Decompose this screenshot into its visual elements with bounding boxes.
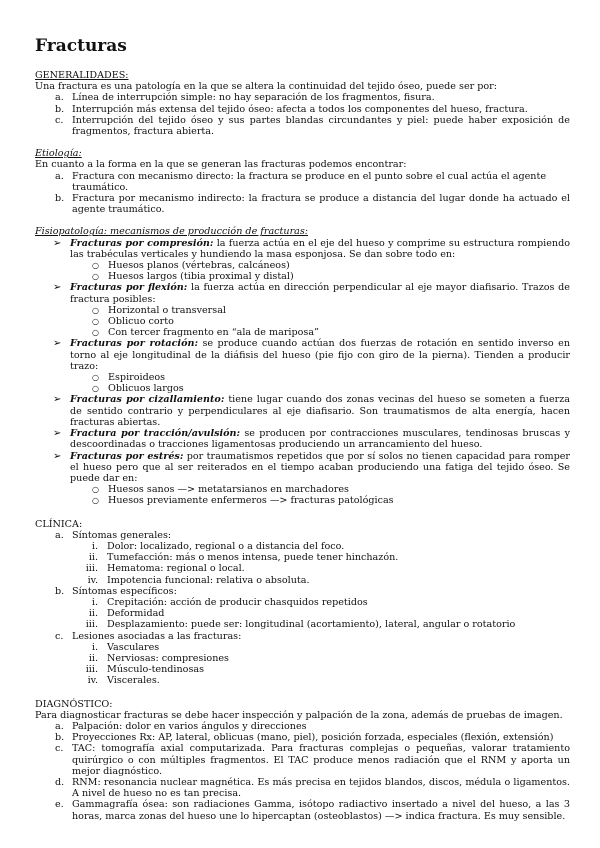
mechanism-text: se producen por contracciones musculares, tendinosas bruscas y descoordinadas o tracciones ligamentosas produciendo un arrancamiento del hueso. bbox=[70, 428, 570, 451]
section-etiologia bbox=[35, 148, 570, 215]
section-heading: DIAGNÓSTICO: bbox=[35, 698, 113, 710]
list-marker: iii. bbox=[85, 563, 98, 575]
list-item bbox=[35, 799, 570, 821]
sub-item bbox=[35, 619, 570, 630]
sub-item-text: Horizontal o transversal bbox=[108, 304, 226, 316]
list-marker: ii. bbox=[88, 652, 98, 664]
section-generalidades bbox=[35, 70, 570, 137]
list-item bbox=[35, 92, 570, 103]
list-item bbox=[35, 115, 570, 137]
list-item-text: Lesiones asociadas a las fracturas: bbox=[72, 630, 242, 642]
sub-item-text: Viscerales. bbox=[107, 675, 160, 687]
sub-item-text: Oblicuo corto bbox=[108, 316, 174, 328]
section-diagnostico bbox=[35, 699, 570, 822]
list-marker: a. bbox=[55, 529, 64, 541]
list-item-text: Síntomas específicos: bbox=[72, 585, 177, 597]
list-marker: c. bbox=[55, 743, 64, 755]
circle-bullet-icon: ○ bbox=[92, 272, 99, 282]
sub-item-text: Deformidad bbox=[107, 608, 165, 620]
sub-item-text: Crepitación: acción de producir chasquidos repetidos bbox=[107, 596, 368, 608]
list-marker: b. bbox=[55, 585, 65, 597]
mechanism-title: Fracturas por compresión: bbox=[70, 237, 214, 249]
sub-item bbox=[35, 383, 570, 394]
circle-bullet-icon: ○ bbox=[92, 317, 99, 327]
arrow-bullet-icon: ➢ bbox=[53, 428, 62, 440]
mechanism-item bbox=[35, 428, 570, 450]
sub-item bbox=[35, 563, 570, 574]
mechanism-item bbox=[35, 338, 570, 372]
list-item-text: Síntomas generales: bbox=[72, 529, 172, 541]
sub-item bbox=[35, 305, 570, 316]
mechanism-title: Fracturas por estrés: bbox=[70, 450, 184, 462]
list-item-text: Fractura con mecanismo directo: la fractura se produce en el punto sobre el cual actúa el agente traumático. bbox=[72, 170, 547, 193]
arrow-bullet-icon: ➢ bbox=[53, 394, 62, 406]
list-marker: e. bbox=[55, 799, 64, 811]
document-page bbox=[35, 36, 570, 822]
sub-item bbox=[35, 495, 570, 506]
sub-item-text: Dolor: localizado, regional o a distancia del foco. bbox=[107, 540, 345, 552]
list-item-text: RNM: resonancia nuclear magnética. Es más precisa en tejidos blandos, discos, médula o ligamentos. A nivel de hueso no es tan precisa. bbox=[72, 776, 570, 800]
mechanism-title: Fracturas por rotación: bbox=[70, 338, 198, 350]
mechanism-item bbox=[35, 451, 570, 485]
section-intro: En cuanto a la forma en la que se generan las fracturas podemos encontrar: bbox=[35, 159, 407, 171]
list-item-text: Gammagrafía ósea: son radiaciones Gamma, isótopo radiactivo insertado a nivel del hueso, a las 3 horas, marca zonas del hueso une lo hipercaptan (osteoblastos) —> indica fractura. Es muy sensible. bbox=[72, 799, 570, 822]
list-item bbox=[35, 171, 570, 193]
list-item bbox=[35, 530, 570, 541]
sub-item bbox=[35, 541, 570, 552]
list-item bbox=[35, 193, 570, 215]
mechanism-text: la fuerza actúa en el eje del hueso y comprime su estructura rompiendo las trabéculas verticales y hundiendo la masa esponjosa. Se dan sobre todo en: bbox=[70, 237, 570, 260]
mechanism-item bbox=[35, 394, 570, 428]
sub-item bbox=[35, 372, 570, 383]
list-item-text: Interrupción del tejido óseo y sus partes blandas circundantes y piel: puede haber exposición de fragmentos, fractura abierta. bbox=[72, 114, 570, 138]
list-marker: iii. bbox=[85, 664, 98, 676]
circle-bullet-icon: ○ bbox=[92, 373, 99, 383]
list-item-text: Proyecciones Rx: AP, lateral, oblicuas (mano, piel), posición forzada, especiales (flexión, extensión) bbox=[72, 732, 554, 744]
mechanism-item bbox=[35, 238, 570, 260]
arrow-bullet-icon: ➢ bbox=[53, 338, 62, 350]
sub-item-text: Impotencia funcional: relativa o absoluta. bbox=[107, 574, 310, 586]
sub-item-text: Huesos sanos —> metatarsianos en marchadores bbox=[108, 484, 349, 496]
sub-item-text: Músculo-tendinosas bbox=[107, 664, 205, 676]
section-fisiopatologia bbox=[35, 226, 570, 506]
list-item-text: Palpación: dolor en varios ángulos y direcciones bbox=[72, 720, 307, 732]
mechanism-text: por traumatismos repetidos que por sí solos no tienen capacidad para romper el hueso pero que al ser reiterados en el tiempo acaban produciendo una fatiga del tejido óseo. Se puede dar en: bbox=[70, 450, 570, 484]
page-title: Fracturas bbox=[35, 36, 127, 56]
list-item bbox=[35, 732, 570, 743]
section-heading: GENERALIDADES: bbox=[35, 70, 129, 81]
sub-item bbox=[35, 653, 570, 664]
list-item-text: TAC: tomografía axial computarizada. Para fracturas complejas o pequeñas, valorar tratamiento quirúrgico o con múltiples fragmentos. El TAC produce menos radiación que el RNM y aporta un mejor diagnóstico. bbox=[72, 743, 570, 777]
mechanism-title: Fracturas por cizallamiento: bbox=[70, 394, 225, 406]
sub-item bbox=[35, 664, 570, 675]
list-marker: c. bbox=[55, 630, 64, 642]
list-item bbox=[35, 777, 570, 799]
circle-bullet-icon: ○ bbox=[92, 328, 99, 338]
sub-item-text: Hematoma: regional o local. bbox=[107, 563, 245, 575]
sub-item bbox=[35, 260, 570, 271]
list-item-text: Línea de interrupción simple: no hay separación de los fragmentos, fisura. bbox=[72, 92, 435, 104]
section-heading: CLÍNICA: bbox=[35, 518, 83, 530]
circle-bullet-icon: ○ bbox=[92, 485, 99, 495]
sub-item bbox=[35, 552, 570, 563]
mechanism-title: Fracturas por flexión: bbox=[70, 282, 188, 294]
list-item-text: Fractura por mecanismo indirecto: la fractura se produce a distancia del lugar donde ha actuado el agente traumático. bbox=[72, 193, 570, 216]
circle-bullet-icon: ○ bbox=[92, 261, 99, 271]
list-item bbox=[35, 586, 570, 597]
list-marker: a. bbox=[55, 170, 64, 182]
sub-item-text: Espiroideos bbox=[108, 372, 166, 384]
arrow-bullet-icon: ➢ bbox=[53, 282, 62, 294]
sub-item bbox=[35, 575, 570, 586]
sub-item-text: Huesos planos (vértebras, calcáneos) bbox=[108, 260, 290, 272]
mechanism-text: la fuerza actúa en dirección perpendicular al eje mayor diafisario. Trazos de fractura posibles: bbox=[70, 282, 570, 305]
list-marker: iii. bbox=[85, 619, 98, 631]
mechanism-text: se produce cuando actúan dos fuerzas de rotación en sentido inverso en torno al eje longitudinal de la diáfisis del hueso (pie fijo con giro de la pierna). Tienden a producir trazo: bbox=[70, 338, 570, 372]
sub-item bbox=[35, 271, 570, 282]
section-intro: Una fractura es una patología en la que se altera la continuidad del tejido óseo, puede ser por: bbox=[35, 81, 497, 93]
list-item bbox=[35, 104, 570, 115]
list-marker: ii. bbox=[88, 552, 98, 564]
list-item bbox=[35, 721, 570, 732]
section-intro: Para diagnosticar fracturas se debe hacer inspección y palpación de la zona, además de pruebas de imagen. bbox=[35, 709, 563, 721]
sub-item-text: Vasculares bbox=[107, 641, 160, 653]
list-item bbox=[35, 631, 570, 642]
list-item bbox=[35, 743, 570, 777]
list-marker: i. bbox=[91, 641, 98, 653]
circle-bullet-icon: ○ bbox=[92, 384, 99, 394]
mechanism-item bbox=[35, 282, 570, 304]
list-marker: a. bbox=[55, 720, 64, 732]
mechanism-text: tiene lugar cuando dos zonas vecinas del hueso se someten a fuerza de sentido contrario y perpendiculares al eje diafisario. Son traumatismos de alta energía, hacen fracturas abiertas. bbox=[70, 394, 570, 428]
list-marker: iv. bbox=[87, 574, 98, 586]
sub-item-text: Huesos largos (tibia proximal y distal) bbox=[108, 271, 294, 283]
arrow-bullet-icon: ➢ bbox=[53, 237, 62, 249]
sub-item bbox=[35, 484, 570, 495]
list-marker: b. bbox=[55, 103, 65, 115]
sub-item-text: Con tercer fragmento en “ala de mariposa” bbox=[108, 327, 319, 339]
sub-item-text: Oblicuos largos bbox=[108, 383, 184, 395]
list-marker: i. bbox=[91, 540, 98, 552]
list-marker: c. bbox=[55, 114, 64, 126]
arrow-bullet-icon: ➢ bbox=[53, 450, 62, 462]
section-heading: Fisiopatología: mecanismos de producción de fracturas: bbox=[35, 226, 309, 238]
list-marker: i. bbox=[91, 596, 98, 608]
sub-item bbox=[35, 316, 570, 327]
sub-item bbox=[35, 597, 570, 608]
circle-bullet-icon: ○ bbox=[92, 305, 99, 315]
circle-bullet-icon: ○ bbox=[92, 496, 99, 506]
list-marker: a. bbox=[55, 92, 64, 104]
sub-item-text: Tumefacción: más o menos intensa, puede tener hinchazón. bbox=[107, 552, 399, 564]
sub-item bbox=[35, 675, 570, 686]
list-marker: iv. bbox=[87, 675, 98, 687]
list-item-text: Interrupción más extensa del tejido óseo: afecta a todos los componentes del hueso, fractura. bbox=[72, 103, 528, 115]
sub-item bbox=[35, 642, 570, 653]
list-marker: b. bbox=[55, 193, 65, 205]
list-marker: d. bbox=[55, 776, 65, 788]
mechanism-title: Fractura por tracción/avulsión: bbox=[70, 428, 241, 440]
sub-item bbox=[35, 327, 570, 338]
sub-item bbox=[35, 608, 570, 619]
list-marker: b. bbox=[55, 732, 65, 744]
sub-item-text: Nerviosas: compresiones bbox=[107, 652, 229, 664]
list-marker: ii. bbox=[88, 608, 98, 620]
sub-item-text: Huesos previamente enfermeros —> fracturas patológicas bbox=[108, 495, 394, 507]
sub-item-text: Desplazamiento: puede ser: longitudinal (acortamiento), lateral, angular o rotatorio bbox=[107, 619, 516, 631]
section-clinica bbox=[35, 519, 570, 687]
section-heading: Etiología: bbox=[35, 148, 82, 160]
